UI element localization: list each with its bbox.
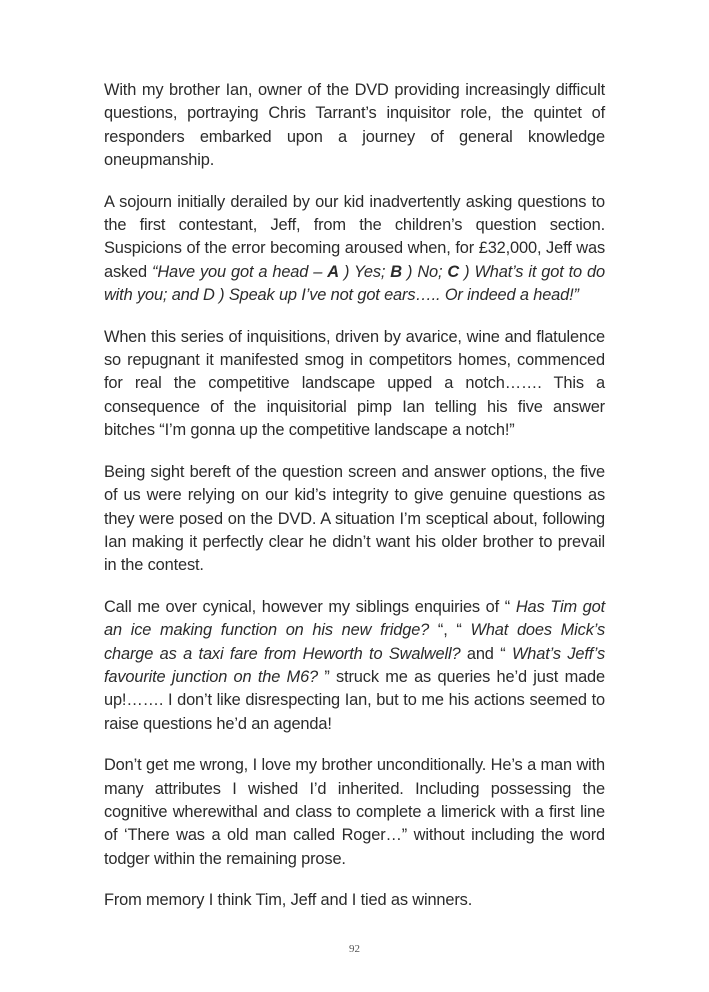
answer-text: ) Yes; [338,262,391,281]
paragraph-text: When this series of inquisitions, driven by avarice, wine and flatulence so repugnant it manifested smog in competitors homes, commenced for real the competitive landscape upped a notch……. This a consequence of the inquisitorial pimp Ian telling his five answer bitches “I’m gonna up the competitive landscape a notch!” [104,327,605,440]
paragraph-text: With my brother Ian, owner of the DVD providing increasingly difficult questions, portraying Chris Tarrant’s inquisitor role, the quintet of responders embarked upon a journey of general knowledge oneupmanship. [104,81,605,170]
paragraph-1 [104,79,605,173]
paragraph-text: “, “ [429,621,471,640]
page-body [104,79,605,913]
paragraph-2 [104,191,605,308]
answer-option-a: A [327,262,339,281]
paragraph-text: and “ [460,644,512,663]
answer-text: ) What’s it got to do with you; and D ) Speak up I’ve not got ears….. Or indeed a head!” [104,262,605,305]
quoted-question: Has Tim got an ice making function on his new fridge? [104,597,605,640]
page-number: 92 [349,943,360,955]
quoted-question: What does Mick’s charge as a taxi fare from Heworth to Swalwell? [104,621,605,663]
answer-option-b: B [390,262,402,281]
answer-text: ) No; [401,262,448,281]
paragraph-4 [104,461,605,578]
paragraph-text: ” struck me as queries he’d just made up!……. I don’t like disrespecting Ian, but to me his actions seemed to raise questions he’d an agenda! [104,667,605,733]
paragraph-text: Don’t get me wrong, I love my brother unconditionally. He’s a man with many attributes I wished I’d inherited. Including possessing the cognitive wherewithal and class to complete a limerick with a first line of ‘There was a old man called Roger…” without including the word todger within the remaining prose. [104,756,605,868]
paragraph-7 [104,889,605,912]
paragraph-5 [104,596,605,736]
paragraph-text: A sojourn initially derailed by our kid inadvertently asking questions to the first contestant, Jeff, from the children’s question section. Suspicions of the error becoming aroused when, for £32,000, Jeff was asked [104,192,605,281]
answer-option-c: C [447,262,460,281]
quoted-question: What’s Jeff’s favourite junction on the M6? [104,644,605,686]
paragraph-text: Call me over cynical, however my siblings enquiries of “ [104,597,516,616]
paragraph-text: Being sight bereft of the question screen and answer options, the five of us were relying on our kid’s integrity to give genuine questions as they were posed on the DVD. A situation I’m sceptical about, following Ian making it perfectly clear he didn’t want his older brother to prevail in the contest. [104,462,605,575]
paragraph-3 [104,326,605,443]
paragraph-6 [104,754,605,871]
quoted-question: “Have you got a head – [152,262,328,281]
paragraph-text: From memory I think Tim, Jeff and I tied as winners. [104,891,473,910]
